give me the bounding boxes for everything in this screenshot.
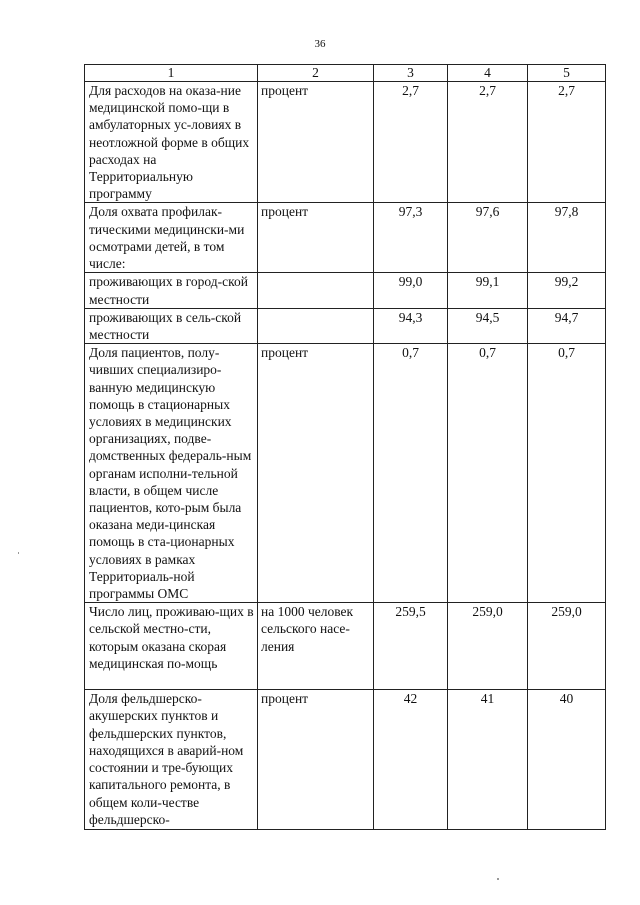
value-col5: 94,7	[528, 308, 606, 343]
value-col5: 259,0	[528, 603, 606, 690]
value-col4: 97,6	[448, 203, 528, 273]
unit-cell: на 1000 человек сельского насе-ления	[258, 603, 374, 690]
indicator-name: Доля пациентов, полу-чивших специализиро-ванную медицинскую помощь в стационарных условиях в медицинских организациях, подве-домственных федераль-ным органам исполни-тельной власти, в общем числе пациентов, кото-рым была оказана меди-цинская помощь в ста-ционарных условиях в рамках Территориаль-ной программы ОМС	[85, 344, 258, 603]
column-header-4: 4	[448, 65, 528, 82]
column-header-2: 2	[258, 65, 374, 82]
value-col4: 94,5	[448, 308, 528, 343]
unit-cell: процент	[258, 344, 374, 603]
unit-cell	[258, 308, 374, 343]
unit-cell: процент	[258, 690, 374, 830]
indicator-name: проживающих в город-ской местности	[85, 273, 258, 308]
table-row	[85, 308, 606, 343]
indicator-name: Для расходов на оказа-ние медицинской помо-щи в амбулаторных ус-ловиях в неотложной форме в общих расходах на Территориальную программу	[85, 82, 258, 203]
header-row	[85, 65, 606, 82]
column-header-1: 1	[85, 65, 258, 82]
value-col5: 0,7	[528, 344, 606, 603]
column-header-5: 5	[528, 65, 606, 82]
column-header-3: 3	[374, 65, 448, 82]
table-row	[85, 273, 606, 308]
unit-cell: процент	[258, 203, 374, 273]
scan-speck	[18, 552, 19, 554]
value-col3: 94,3	[374, 308, 448, 343]
value-col3: 99,0	[374, 273, 448, 308]
value-col4: 41	[448, 690, 528, 830]
table-row	[85, 203, 606, 273]
indicators-table	[84, 64, 606, 830]
value-col3: 259,5	[374, 603, 448, 690]
value-col5: 40	[528, 690, 606, 830]
table-row	[85, 690, 606, 830]
value-col4: 0,7	[448, 344, 528, 603]
value-col5: 97,8	[528, 203, 606, 273]
table-row	[85, 603, 606, 690]
value-col3: 97,3	[374, 203, 448, 273]
unit-cell: процент	[258, 82, 374, 203]
indicator-name: Число лиц, проживаю-щих в сельской местно-сти, которым оказана скорая медицинская по-мощь	[85, 603, 258, 690]
page-number: 36	[314, 38, 326, 50]
unit-cell	[258, 273, 374, 308]
indicator-name: проживающих в сель-ской местности	[85, 308, 258, 343]
indicator-name: Доля охвата профилак-тическими медицински-ми осмотрами детей, в том числе:	[85, 203, 258, 273]
value-col5: 2,7	[528, 82, 606, 203]
scan-speck	[497, 878, 499, 880]
value-col5: 99,2	[528, 273, 606, 308]
value-col3: 42	[374, 690, 448, 830]
value-col3: 0,7	[374, 344, 448, 603]
indicator-name: Доля фельдшерско-акушерских пунктов и фельдшерских пунктов, находящихся в аварий-ном состоянии и тре-бующих капитального ремонта, в общем коли-честве фельдшерско-	[85, 690, 258, 830]
value-col4: 99,1	[448, 273, 528, 308]
value-col4: 259,0	[448, 603, 528, 690]
table-row	[85, 344, 606, 603]
value-col4: 2,7	[448, 82, 528, 203]
table-row	[85, 82, 606, 203]
value-col3: 2,7	[374, 82, 448, 203]
